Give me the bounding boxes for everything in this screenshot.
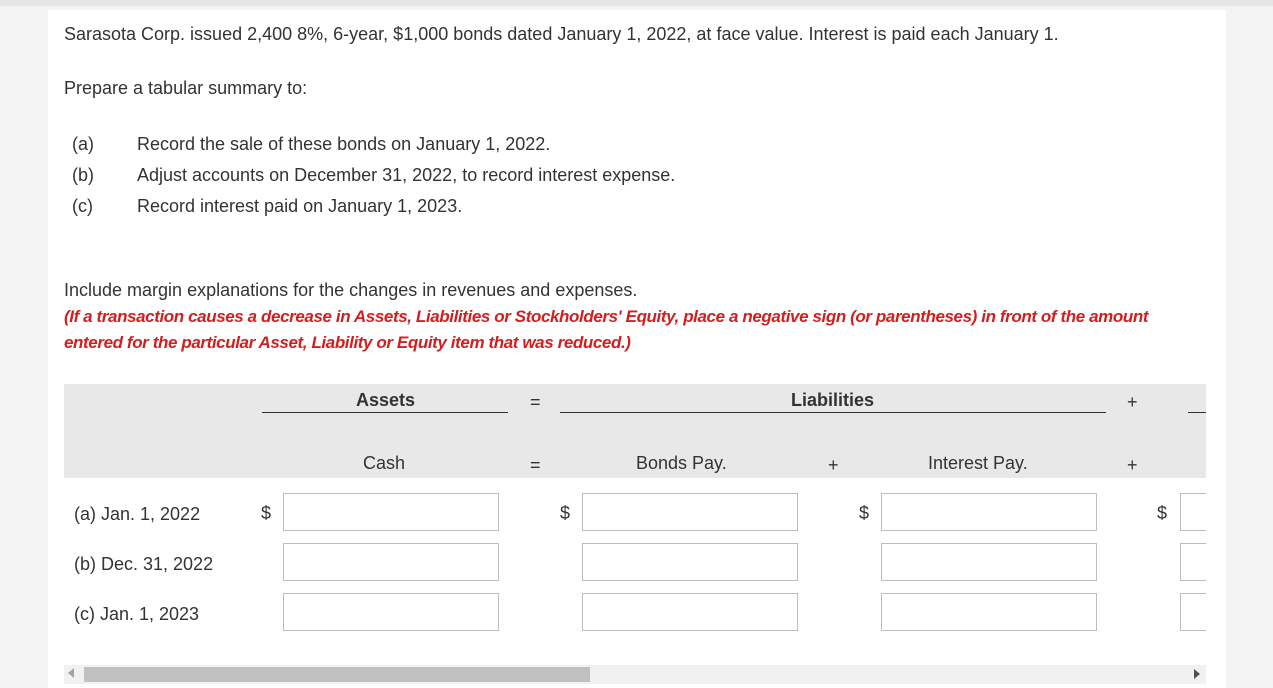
step-text: Record interest paid on January 1, 2023. (137, 196, 463, 216)
equity-input[interactable] (1180, 543, 1206, 581)
problem-intro: Sarasota Corp. issued 2,400 8%, 6-year, $1,000 bonds dated January 1, 2022, at face value. Interest is paid each January 1. (64, 24, 1059, 44)
plus-sign: + (1127, 455, 1138, 475)
column-header-bonds-payable: Bonds Pay. (636, 453, 727, 473)
plus-sign: + (1127, 392, 1138, 412)
step-text: Record the sale of these bonds on January 1, 2022. (137, 134, 551, 154)
step-letter: (b) (72, 165, 94, 185)
currency-symbol: $ (859, 503, 870, 523)
plus-sign: + (828, 455, 839, 475)
equals-sign: = (530, 392, 541, 412)
step-text: Adjust accounts on December 31, 2022, to record interest expense. (137, 165, 676, 185)
bonds-payable-input[interactable] (582, 493, 798, 531)
column-header-interest-payable: Interest Pay. (928, 453, 1028, 473)
arrow-left-icon[interactable] (68, 668, 74, 678)
row-label: (b) Dec. 31, 2022 (74, 554, 214, 574)
cash-input[interactable] (283, 543, 499, 581)
equity-input[interactable] (1180, 593, 1206, 631)
arrow-right-icon[interactable] (1194, 669, 1200, 679)
row-label: (c) Jan. 1, 2023 (74, 604, 200, 624)
currency-symbol: $ (1157, 503, 1168, 523)
margin-note: Include margin explanations for the changes in revenues and expenses. (64, 280, 638, 300)
assets-underline (262, 412, 508, 413)
equals-sign: = (530, 455, 541, 475)
liabilities-underline (560, 412, 1106, 413)
currency-symbol: $ (261, 503, 272, 523)
step-letter: (a) (72, 134, 94, 154)
bonds-payable-input[interactable] (582, 543, 798, 581)
cash-input[interactable] (283, 493, 499, 531)
prepare-instruction: Prepare a tabular summary to: (64, 78, 308, 98)
warning-line-1: (If a transaction causes a decrease in Assets, Liabilities or Stockholders' Equity, place a negative sign (or parentheses) in front of the amount (64, 307, 1149, 326)
assets-group-header: Assets (356, 390, 416, 410)
row-label: (a) Jan. 1, 2022 (74, 504, 201, 524)
liabilities-group-header: Liabilities (791, 390, 875, 410)
step-letter: (c) (72, 196, 93, 216)
interest-payable-input[interactable] (881, 593, 1097, 631)
cash-input[interactable] (283, 593, 499, 631)
bonds-payable-input[interactable] (582, 593, 798, 631)
tabular-summary (64, 384, 1206, 684)
equity-underline (1188, 412, 1206, 413)
interest-payable-input[interactable] (881, 493, 1097, 531)
table-header (64, 384, 1206, 478)
currency-symbol: $ (560, 503, 571, 523)
question-card (48, 10, 1226, 688)
interest-payable-input[interactable] (881, 543, 1097, 581)
horizontal-scrollbar[interactable] (64, 665, 1206, 684)
warning-line-2: entered for the particular Asset, Liability or Equity item that was reduced.) (64, 333, 631, 352)
equity-input[interactable] (1180, 493, 1206, 531)
top-border (0, 0, 1273, 6)
scrollbar-thumb[interactable] (84, 667, 590, 682)
column-header-cash: Cash (363, 453, 406, 473)
